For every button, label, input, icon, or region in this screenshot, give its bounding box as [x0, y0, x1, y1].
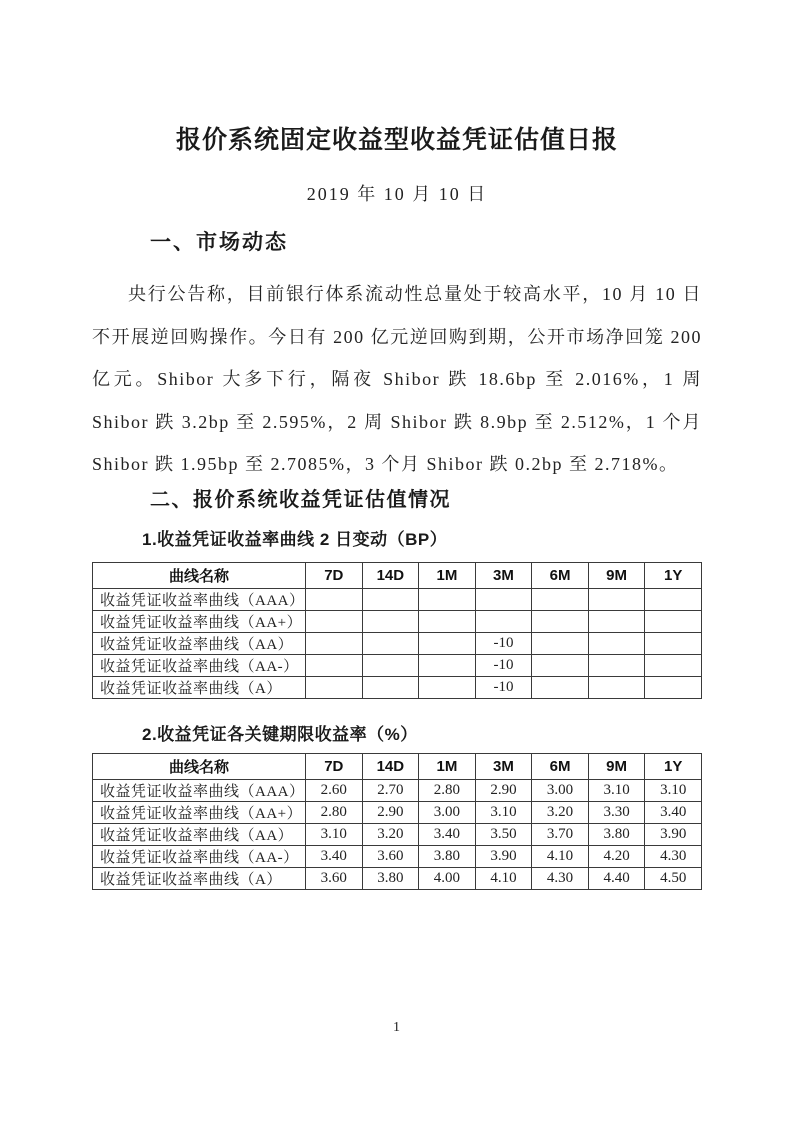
- column-header: 曲线名称: [93, 562, 306, 588]
- table-row: [93, 779, 702, 801]
- table-cell: 3.50: [475, 823, 532, 845]
- table-cell: 3.40: [645, 801, 702, 823]
- key-tenor-yield-table: [92, 753, 702, 890]
- table-cell: [419, 676, 476, 698]
- column-header: 1M: [419, 753, 476, 779]
- table-row: [93, 610, 702, 632]
- table-cell: 4.40: [588, 867, 645, 889]
- table-cell: 3.40: [419, 823, 476, 845]
- table-cell: 3.70: [532, 823, 589, 845]
- table-cell: 3.00: [419, 801, 476, 823]
- table-cell: 3.10: [588, 779, 645, 801]
- table-row: [93, 867, 702, 889]
- column-header: 曲线名称: [93, 753, 306, 779]
- table-cell: 3.90: [645, 823, 702, 845]
- table-cell: [532, 610, 589, 632]
- row-label: 收益凭证收益率曲线（AA）: [93, 823, 306, 845]
- table-cell: 3.30: [588, 801, 645, 823]
- table-cell: [532, 632, 589, 654]
- document-title: 报价系统固定收益型收益凭证估值日报: [175, 126, 618, 154]
- table-cell: 3.60: [306, 867, 363, 889]
- table-cell: 3.00: [532, 779, 589, 801]
- table-cell: [475, 588, 532, 610]
- table-cell: [306, 610, 363, 632]
- table-row: [93, 654, 702, 676]
- table-row: [93, 632, 702, 654]
- yield-change-table: [92, 562, 702, 699]
- table-cell: 2.60: [306, 779, 363, 801]
- table-cell: [532, 588, 589, 610]
- table-cell: [475, 610, 532, 632]
- table-2-caption: 2.收益凭证各关键期限收益率（%）: [142, 724, 418, 744]
- table-cell: [362, 676, 419, 698]
- row-label: 收益凭证收益率曲线（AA-）: [93, 654, 306, 676]
- table-cell: 4.10: [532, 845, 589, 867]
- table-cell: 3.90: [475, 845, 532, 867]
- table-cell: 3.60: [362, 845, 419, 867]
- table-row: [93, 801, 702, 823]
- table-cell: 3.10: [645, 779, 702, 801]
- table-cell: 4.20: [588, 845, 645, 867]
- table-cell: [419, 610, 476, 632]
- table-cell: [306, 654, 363, 676]
- column-header: 6M: [532, 753, 589, 779]
- table-cell: [419, 632, 476, 654]
- table-cell: 4.00: [419, 867, 476, 889]
- table-cell: 3.10: [306, 823, 363, 845]
- table-cell: [645, 610, 702, 632]
- table-cell: 2.70: [362, 779, 419, 801]
- table-cell: [306, 588, 363, 610]
- table-cell: 3.20: [362, 823, 419, 845]
- table-cell: 4.30: [645, 845, 702, 867]
- table-cell: -10: [475, 676, 532, 698]
- table-cell: 3.80: [362, 867, 419, 889]
- table-header-row: [93, 562, 702, 588]
- table-cell: 3.80: [419, 845, 476, 867]
- table-cell: [645, 654, 702, 676]
- table-cell: [362, 632, 419, 654]
- column-header: 1M: [419, 562, 476, 588]
- table-cell: [419, 588, 476, 610]
- table-cell: 3.80: [588, 823, 645, 845]
- table-cell: 4.30: [532, 867, 589, 889]
- row-label: 收益凭证收益率曲线（AA-）: [93, 845, 306, 867]
- table-header-row: [93, 753, 702, 779]
- table-cell: 2.80: [306, 801, 363, 823]
- table-row: [93, 823, 702, 845]
- table-cell: [419, 654, 476, 676]
- table-cell: 3.40: [306, 845, 363, 867]
- table-cell: [588, 632, 645, 654]
- table-cell: [645, 676, 702, 698]
- table-cell: -10: [475, 632, 532, 654]
- row-label: 收益凭证收益率曲线（AA）: [93, 632, 306, 654]
- row-label: 收益凭证收益率曲线（AAA）: [93, 588, 306, 610]
- table-cell: 2.80: [419, 779, 476, 801]
- column-header: 14D: [362, 562, 419, 588]
- table-cell: -10: [475, 654, 532, 676]
- column-header: 1Y: [645, 753, 702, 779]
- column-header: 14D: [362, 753, 419, 779]
- market-dynamics-paragraph: 央行公告称，目前银行体系流动性总量处于较高水平，10 月 10 日不开展逆回购操作。今日有 200 亿元逆回购到期，公开市场净回笼 200 亿元。Shibor 大多下行，隔夜 Shibor 跌 18.6bp 至 2.016%，1 周 Shibor 跌 3.2bp 至 2.595%，2 周 Shibor 跌 8.9bp 至 2.512%，1 个月 Shibor 跌 1.95bp 至 2.7085%，3 个月 Shibor 跌 0.2bp 至 2.718%。: [92, 284, 702, 474]
- table-cell: [362, 610, 419, 632]
- row-label: 收益凭证收益率曲线（AA+）: [93, 801, 306, 823]
- column-header: 9M: [588, 753, 645, 779]
- table-1-caption: 1.收益凭证收益率曲线 2 日变动（BP）: [142, 529, 448, 549]
- table-cell: 4.10: [475, 867, 532, 889]
- column-header: 3M: [475, 753, 532, 779]
- table-cell: [588, 588, 645, 610]
- page-number: 1: [393, 1020, 400, 1035]
- column-header: 7D: [306, 562, 363, 588]
- table-cell: [362, 654, 419, 676]
- section-2-heading: 二、报价系统收益凭证估值情况: [150, 488, 451, 511]
- row-label: 收益凭证收益率曲线（A）: [93, 676, 306, 698]
- column-header: 6M: [532, 562, 589, 588]
- table-cell: 3.10: [475, 801, 532, 823]
- table-cell: [588, 654, 645, 676]
- table-cell: [645, 632, 702, 654]
- row-label: 收益凭证收益率曲线（AA+）: [93, 610, 306, 632]
- document-date: 2019 年 10 月 10 日: [306, 184, 488, 204]
- table-cell: [306, 632, 363, 654]
- section-1-heading: 一、市场动态: [150, 231, 288, 254]
- table-cell: [532, 654, 589, 676]
- table-cell: [588, 610, 645, 632]
- column-header: 1Y: [645, 562, 702, 588]
- table-cell: [532, 676, 589, 698]
- table-cell: [645, 588, 702, 610]
- table-cell: 2.90: [475, 779, 532, 801]
- table-cell: [362, 588, 419, 610]
- table-cell: [588, 676, 645, 698]
- table-cell: 2.90: [362, 801, 419, 823]
- table-row: [93, 676, 702, 698]
- table-cell: 3.20: [532, 801, 589, 823]
- column-header: 7D: [306, 753, 363, 779]
- column-header: 9M: [588, 562, 645, 588]
- table-cell: 4.50: [645, 867, 702, 889]
- row-label: 收益凭证收益率曲线（A）: [93, 867, 306, 889]
- table-row: [93, 588, 702, 610]
- column-header: 3M: [475, 562, 532, 588]
- row-label: 收益凭证收益率曲线（AAA）: [93, 779, 306, 801]
- table-row: [93, 845, 702, 867]
- table-cell: [306, 676, 363, 698]
